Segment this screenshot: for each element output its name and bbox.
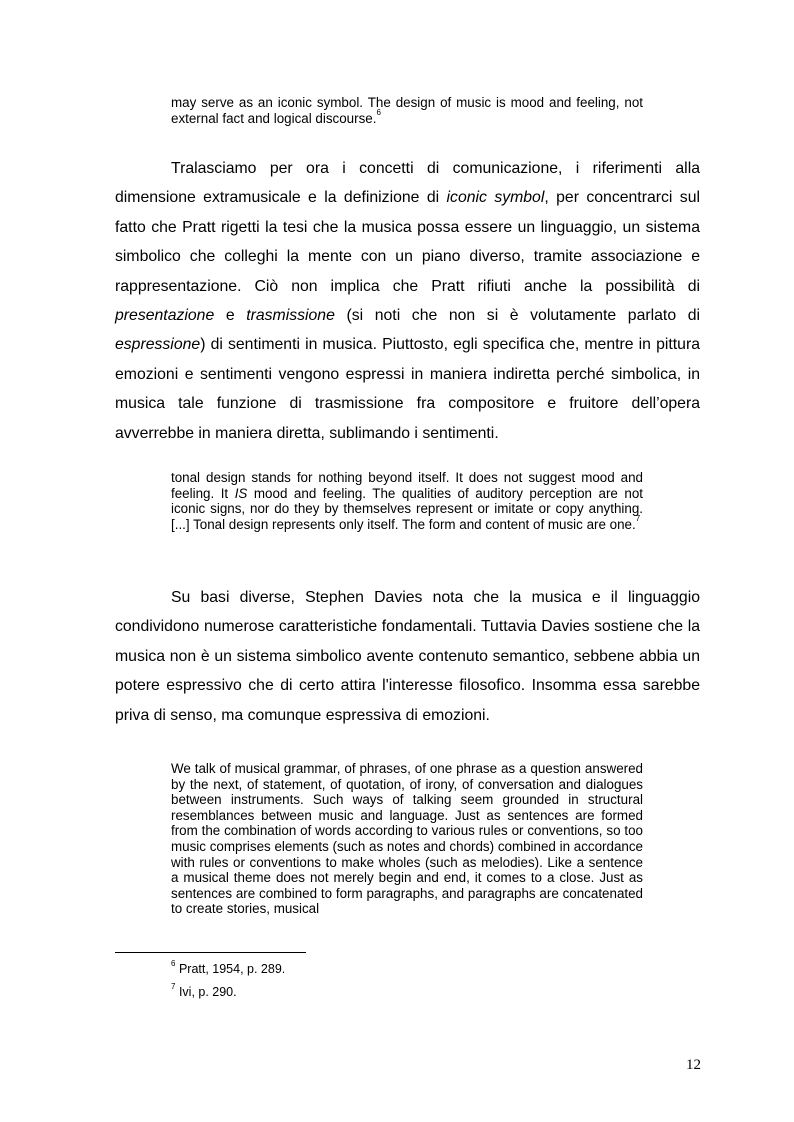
term-iconic-symbol: iconic symbol (446, 189, 545, 207)
footnote-ref-7: 7 (635, 514, 641, 524)
footnote-6: $^6$ Pratt, 1954, p. 289. (171, 958, 286, 976)
block-quote-davies: We talk of musical grammar, of phrases, of one phrase as a question answered by the next, of statement, of quotation, of irony, of conversation and dialogues between instruments. Such ways of talking seem grounded in structural resemblances between music and language. Just as sentences are formed from the combination of words according to various rules or conventions, so too music comprises elements (such as notes and chords) combined in accordance with rules or conventions to make wholes (such as melodies). Like a sentence a musical theme does not merely begin and end, it comes to a close. Just as sentences are combined to form paragraphs, and paragraphs are concatenated to create stories, musical (171, 761, 643, 917)
footnote-7: $^7$ Ivi, p. 290. (171, 981, 237, 999)
term-trasmissione: trasmissione (246, 307, 335, 325)
term-espressione: espressione (115, 336, 201, 354)
quote-text: may serve as an iconic symbol. The design of music is mood and feeling, not external fact and logical discourse. (171, 95, 643, 126)
footnote-separator (115, 952, 306, 953)
footnote-ref-6: 6 (376, 108, 381, 118)
block-quote-pratt-1 (171, 95, 643, 126)
emphasis-is: IS (234, 485, 248, 501)
body-paragraph-1: Tralasciamo per ora i concetti di comunicazione, i riferimenti alla dimensione extramusicale e la definizione di iconic symbol, per concentrarci sul fatto che Pratt rigetti la tesi che la musica possa essere un linguaggio, un sistema simbolico che colleghi la mente con un piano diverso, tramite associazione e rappresentazione. Ciò non implica che Pratt rifiuti anche la possibilità di presentazione e trasmissione (si noti che non si è volutamente parlato di espressione) di sentimenti in musica. Piuttosto, egli specifica che, mentre in pittura emozioni e sentimenti vengono espressi in maniera indiretta perché simbolica, in musica tale funzione di trasmissione fra compositore e fruitore dell’opera avverrebbe in maniera diretta, sublimando i sentimenti. (115, 160, 701, 442)
page-number: 12 (686, 1057, 701, 1073)
block-quote-pratt-2: tonal design stands for nothing beyond itself. It does not suggest mood and feeling. It IS mood and feeling. The qualities of auditory perception are not iconic signs, nor do they by themselves represent or imitate or copy anything. [...] Tonal design represents only itself. The form and content of music are one.$^7$ (171, 470, 644, 532)
body-paragraph-2: Su basi diverse, Stephen Davies nota che la musica e il linguaggio condividono numerose caratteristiche fondamentali. Tuttavia Davies sostiene che la musica non è un sistema simbolico avente contenuto semantico, sebbene abbia un potere espressivo che di certo attira l'interesse filosofico. Insomma essa sarebbe priva di senso, ma comunque espressiva di emozioni. (115, 589, 700, 724)
term-presentazione: presentazione (115, 307, 215, 325)
